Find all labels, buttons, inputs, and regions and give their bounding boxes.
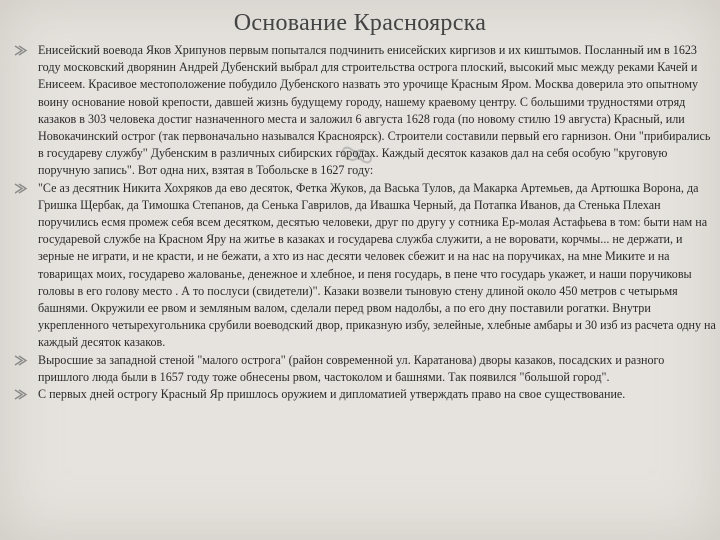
slide-title: Основание Красноярска: [233, 10, 487, 36]
bullet-item: [12, 180, 716, 352]
bullet-text: "Се аз десятник Никита Хохряков да ево десяток, Фетка Жуков, да Васька Тулов, да Макарка Артемьев, да Артюшка Ворона, да Гришка Щербак, да Тимошка Степанов, да Сенька Гаврилов, да Ивашка Черный, да Потапка Иванов, да Стенька Плехан поручились есмя промеж себя всем десятком, десятью человеки, друг по другу у сотника Ер-молая Астафьева в том: быти нам на государевой службе на Красном Яру на житье в казаках и государева служба служити, а не воровати, корчмы... не держати, и зерные не играти, и не красти, и не бежати, а хто из нас десяти человек сбежит и на нас на поручиках, на мне Миките и на товарищах моих, государево жалованье, денежное и хлебное, и пеня государь, в пене что государь укажет, и наши поручиковы головы в его голову место . А то послуси (свидетели)". Казаки возвели тыновую стену длиной около 450 метров с четырьмя башнями. Окружили ее рвом и земляным валом, сделали перед рвом надолбы, а по его дну поставили рогатки. Внутри укрепленного четырехугольника срубили воеводский двор, приказную избу, зелейные, хлебные амбары и 30 изб из расчета одну на каждый десяток казаков.: [38, 180, 716, 350]
bullet-text: Енисейский воевода Яков Хрипунов первым попытался подчинить енисейских киргизов и их киштымов. Посланный им в 1623 году московский дворянин Андрей Дубенский выбрал для строительства острога плоский, высокий мыс между реками Качей и Енисеем. Красивое местоположение побудило Дубенского назвать это урочище Красным Яром. Москва доверила это опытному воину основание новой крепости, давшей жизнь будущему городу, нашему краевому центру. С большими трудностями отряд казаков в 303 человека достиг назначенного места и заложил 6 августа 1628 года (по новому стилю 19 августа) Красный, или Новокачинский острог (так первоначально назывался Красноярск). Строители составили первый его гарнизон. Они "прибирались в государеву службу" Дубенским в различных сибирских городах. Каждый десяток казаков дал на себя особую "круговую поручную запись". Вот одна них, взятая в Тобольске в 1627 году:: [38, 43, 711, 178]
bullet-item: [12, 42, 716, 180]
bullet-marker-icon: [12, 386, 38, 400]
bullet-marker-icon: [12, 42, 38, 56]
slide-body: [12, 42, 716, 403]
bullet-marker-icon: [12, 352, 38, 366]
bullet-text: С первых дней острогу Красный Яр пришлось оружием и дипломатией утверждать право на свое существование.: [38, 387, 626, 402]
bullet-marker-icon: [12, 180, 38, 194]
bullet-item: [12, 386, 716, 403]
bullet-text: Выросшие за западной стеной "малого острога" (район современной ул. Каратанова) дворы казаков, посадских и разного пришлого люда были в 1657 году тоже обнесены рвом, частоколом и башнями. Так появился "большой город".: [38, 352, 665, 384]
bullet-item: [12, 352, 716, 386]
